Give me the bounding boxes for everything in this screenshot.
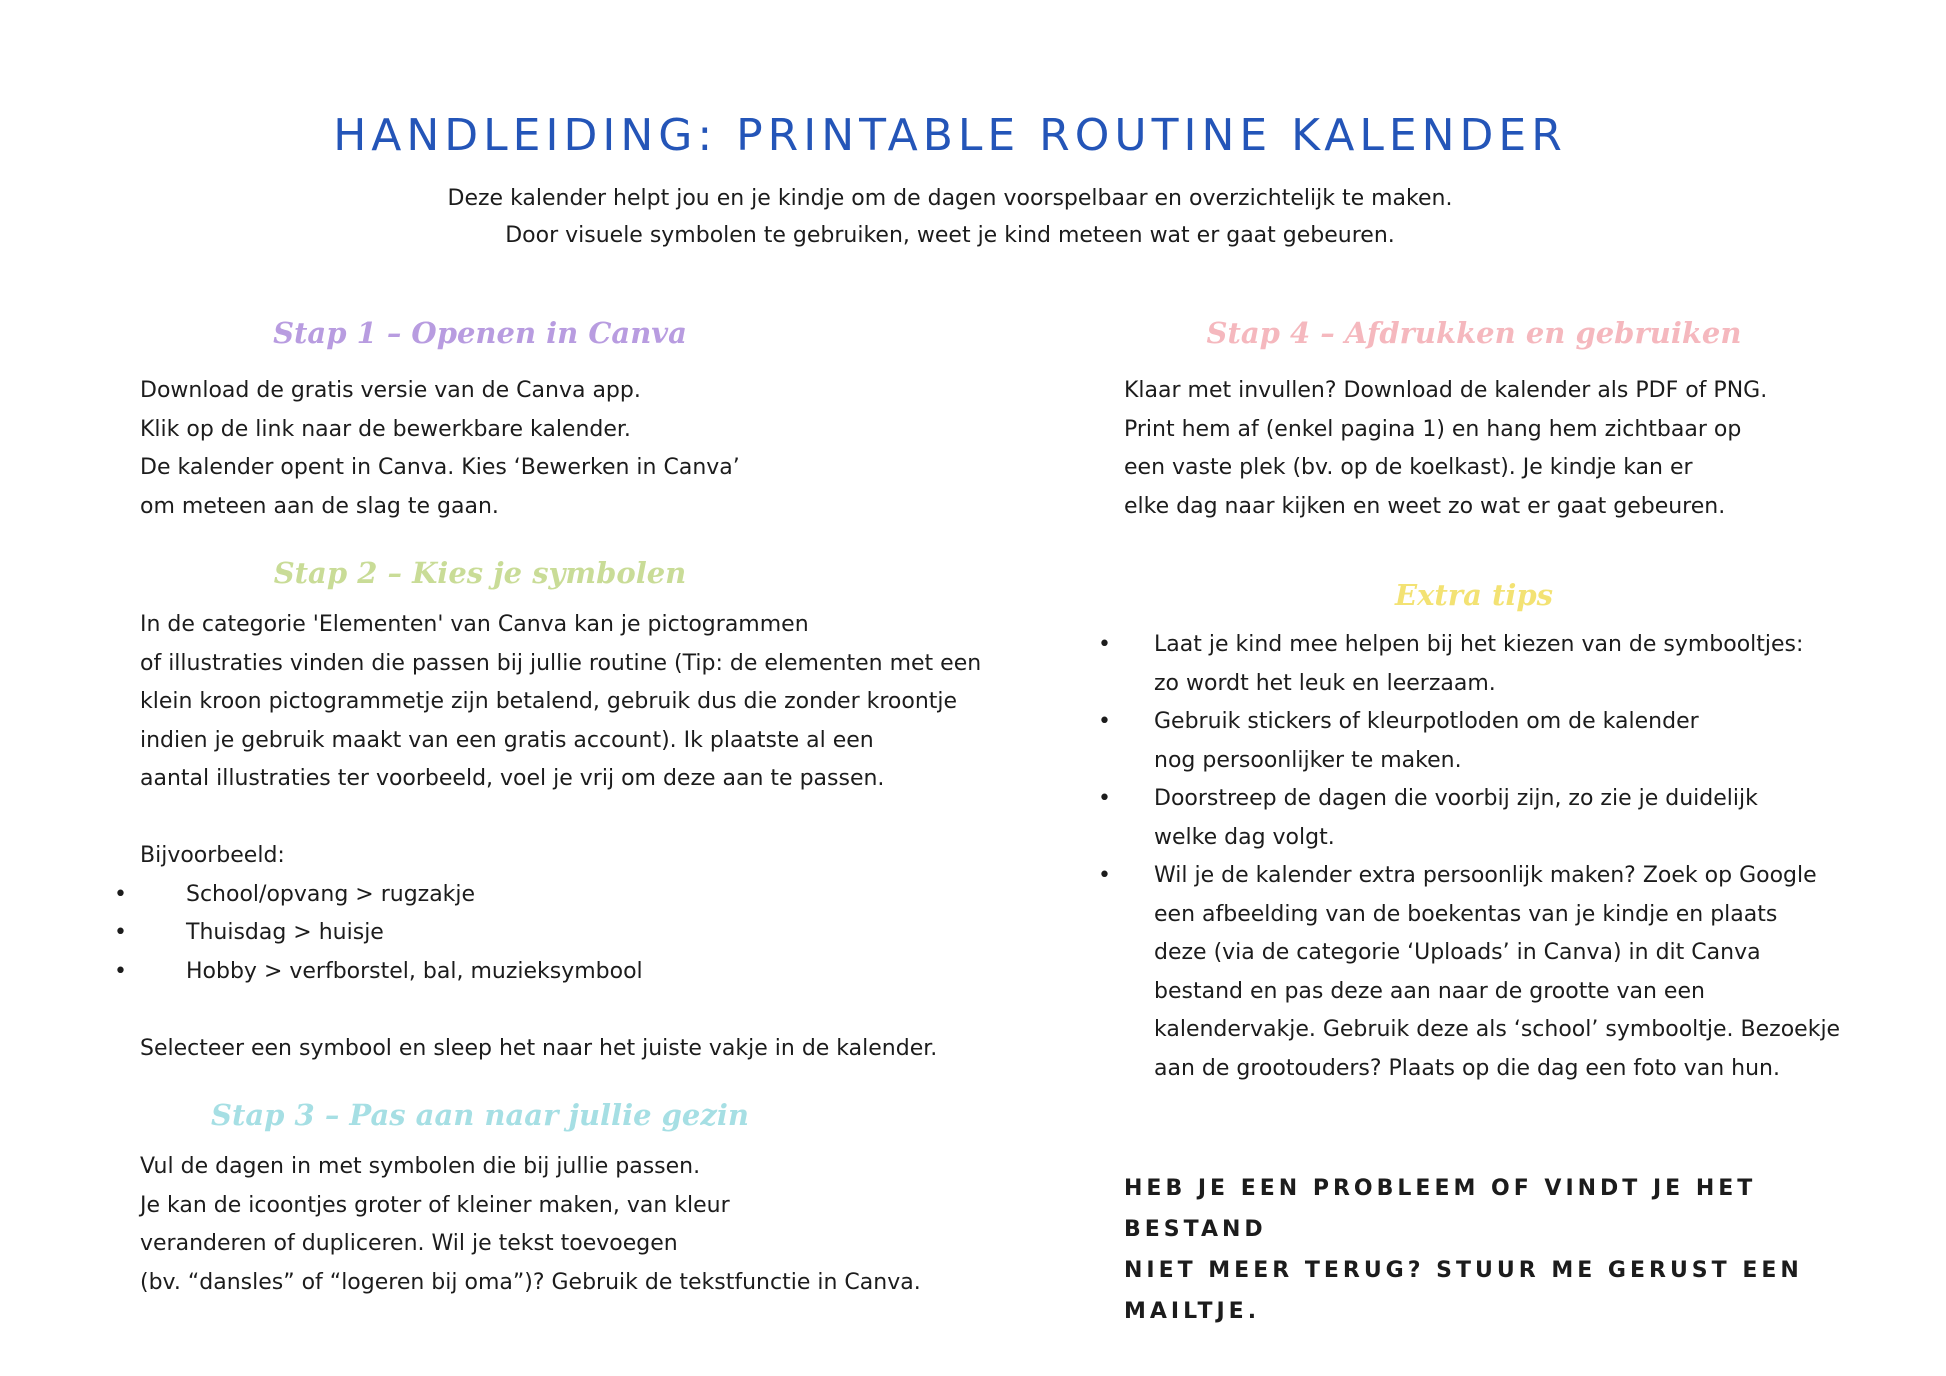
extra-tips-section bbox=[1124, 572, 1884, 1088]
text-line: • Wil je de kalender extra persoonlijk maken? Zoek op Google bbox=[1154, 863, 1817, 888]
tips-list bbox=[1124, 626, 1884, 1088]
text-line: • Doorstreep de dagen die voorbij zijn, zo zie je duidelijk bbox=[1154, 786, 1758, 811]
text-line: In de categorie 'Elementen' van Canva kan je pictogrammen bbox=[140, 612, 809, 637]
text-line: Klik op de link naar de bewerkbare kalender. bbox=[140, 416, 631, 442]
step-1-section bbox=[140, 310, 1060, 526]
text-line: een vaste plek (bv. op de koelkast). Je kindje kan er bbox=[1124, 455, 1693, 480]
text-line: zo wordt het leuk en leerzaam. bbox=[1154, 670, 1496, 696]
step-1-title: Stap 1 – Openen in Canva bbox=[273, 316, 687, 350]
text-line: om meteen aan de slag te gaan. bbox=[140, 493, 499, 519]
list-item: • School/opvang > rugzakje bbox=[140, 876, 1060, 915]
text-line: • Gebruik stickers of kleurpotloden om de kalender bbox=[1154, 709, 1699, 734]
step-2-section bbox=[140, 550, 1060, 1068]
step-2-title: Stap 2 – Kies je symbolen bbox=[273, 556, 687, 590]
text-line: kalendervakje. Gebruik deze als ‘school’ symbooltje. Bezoekje bbox=[1154, 1017, 1841, 1042]
intro-line: Deze kalender helpt jou en je kindje om de dagen voorspelbaar en overzichtelijk te maken. bbox=[447, 186, 1453, 211]
text-line: indien je gebruik maakt van een gratis account). Ik plaatste al een bbox=[140, 727, 874, 753]
step-3-body bbox=[140, 1148, 1060, 1302]
text-line: nog persoonlijker te maken. bbox=[1154, 747, 1462, 773]
text-line: bestand en pas deze aan naar de grootte van een bbox=[1154, 978, 1705, 1004]
text-line: Selecteer een symbool en sleep het naar het juiste vakje in de kalender. bbox=[140, 1035, 938, 1061]
text-line: deze (via de categorie ‘Uploads’ in Canva) in dit Canva bbox=[1154, 940, 1761, 965]
page-title: HANDLEIDING: PRINTABLE ROUTINE KALENDER bbox=[333, 110, 1567, 161]
contact-note bbox=[1124, 1168, 1884, 1332]
contact-line: NIET MEER TERUG? STUUR ME GERUST EEN MAILTJE. bbox=[1124, 1258, 1803, 1324]
tip-item bbox=[1124, 626, 1884, 703]
step-3-section bbox=[140, 1092, 1060, 1302]
contact-line: HEB JE EEN PROBLEEM OF VINDT JE HET BESTAND bbox=[1124, 1176, 1757, 1242]
text-line: aan de grootouders? Plaats op die dag een foto van hun. bbox=[1154, 1055, 1780, 1081]
step-3-title: Stap 3 – Pas aan naar jullie gezin bbox=[211, 1098, 749, 1132]
step-4-section bbox=[1124, 310, 1884, 526]
step-1-body bbox=[140, 372, 1060, 526]
tip-item bbox=[1124, 780, 1884, 857]
text-line: veranderen of dupliceren. Wil je tekst toevoegen bbox=[140, 1231, 678, 1256]
text-line: De kalender opent in Canva. Kies ‘Bewerken in Canva’ bbox=[140, 455, 740, 480]
text-line: aantal illustraties ter voorbeeld, voel je vrij om deze aan te passen. bbox=[140, 766, 885, 791]
text-line: (bv. “dansles” of “logeren bij oma”)? Gebruik de tekstfunctie in Canva. bbox=[140, 1269, 921, 1295]
text-line: elke dag naar kijken en weet zo wat er gaat gebeuren. bbox=[1124, 493, 1726, 519]
list-item: • Thuisdag > huisje bbox=[140, 914, 1060, 953]
text-line: Print hem af (enkel pagina 1) en hang hem zichtbaar op bbox=[1124, 416, 1742, 442]
tip-item bbox=[1124, 857, 1884, 1088]
text-line: een afbeelding van de boekentas van je kindje en plaats bbox=[1154, 901, 1778, 927]
text-line: Download de gratis versie van de Canva app. bbox=[140, 378, 641, 403]
list-item: • Hobby > verfborstel, bal, muzieksymbool bbox=[140, 953, 1060, 992]
text-line: klein kroon pictogrammetje zijn betalend, gebruik dus die zonder kroontje bbox=[140, 689, 958, 714]
step-4-body bbox=[1124, 372, 1884, 526]
step-2-body bbox=[140, 606, 1060, 876]
example-label: Bijvoorbeeld: bbox=[140, 843, 285, 868]
intro-line: Door visuele symbolen te gebruiken, weet je kind meteen wat er gaat gebeuren. bbox=[505, 223, 1395, 248]
text-line: Klaar met invullen? Download de kalender als PDF of PNG. bbox=[1124, 378, 1768, 403]
step-4-title: Stap 4 – Afdrukken en gebruiken bbox=[1206, 316, 1742, 350]
text-line: Vul de dagen in met symbolen die bij jullie passen. bbox=[140, 1154, 701, 1179]
text-line: • Laat je kind mee helpen bij het kiezen van de symbooltjes: bbox=[1154, 632, 1804, 657]
intro-text bbox=[0, 180, 1900, 254]
tip-item bbox=[1124, 703, 1884, 780]
extra-tips-title: Extra tips bbox=[1395, 578, 1553, 612]
right-column bbox=[1124, 310, 1884, 1088]
text-line: welke dag volgt. bbox=[1154, 824, 1335, 850]
text-line: Je kan de icoontjes groter of kleiner maken, van kleur bbox=[140, 1192, 730, 1218]
example-list bbox=[140, 876, 1060, 992]
step-2-closing bbox=[140, 1030, 1060, 1069]
left-column bbox=[140, 310, 1060, 1302]
text-line: of illustraties vinden die passen bij jullie routine (Tip: de elementen met een bbox=[140, 650, 982, 676]
